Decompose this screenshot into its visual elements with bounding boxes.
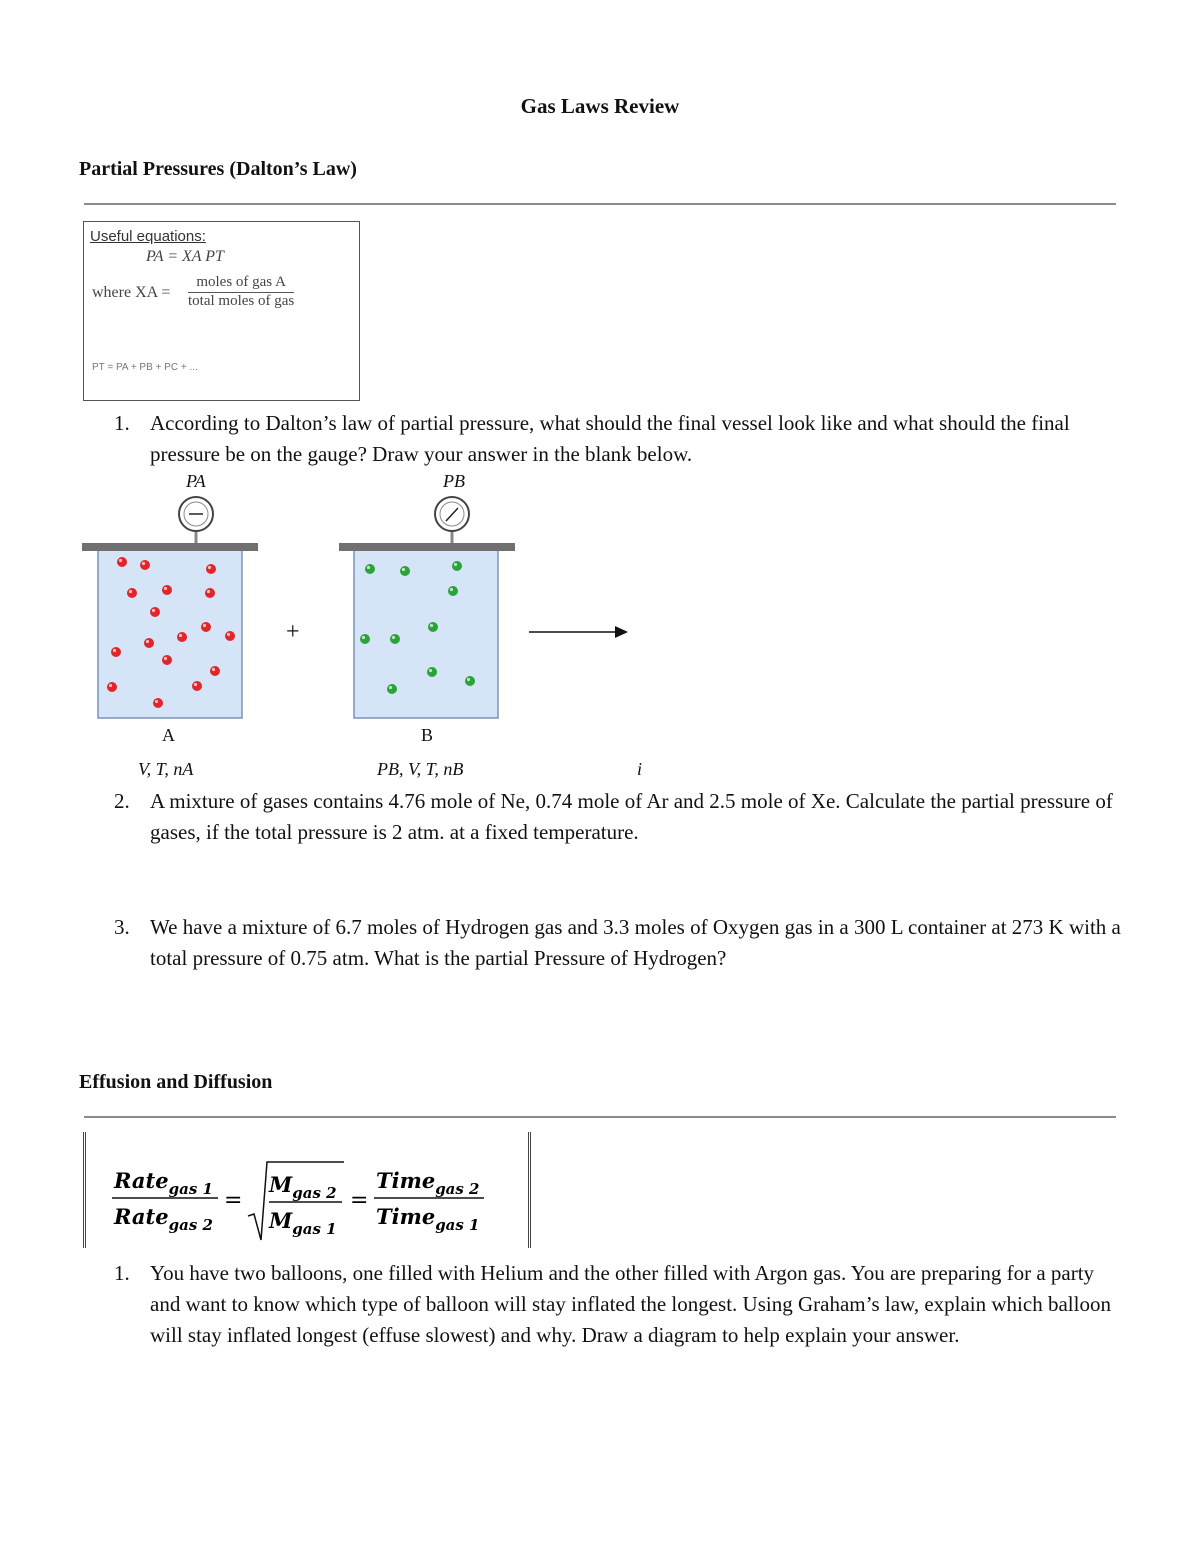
red-particle [140, 560, 150, 570]
stray-mark: i [637, 759, 643, 779]
grahams-law-box [83, 1132, 531, 1248]
green-particle-highlight [389, 686, 392, 689]
green-particle-highlight [450, 588, 453, 591]
green-particle-highlight [367, 566, 370, 569]
red-particle-highlight [129, 590, 132, 593]
molar-mass-gas1: $M_{gas 1}$ [269, 1208, 337, 1238]
time-gas2-numerator: Time$_{gas 2}$ [376, 1168, 480, 1198]
reaction-arrow [529, 626, 628, 638]
red-particle [117, 557, 127, 567]
fraction-denominator: total moles of gas [188, 293, 295, 309]
red-particle [150, 607, 160, 617]
red-particle-highlight [155, 700, 158, 703]
vessel-b-lid [339, 543, 515, 551]
vessel-a [82, 497, 258, 718]
question-2 [114, 786, 1124, 848]
question-text: We have a mixture of 6.7 moles of Hydrogen gas and 3.3 moles of Oxygen gas in a 300 L container at 273 K with a total pressure of 0.75 atm. What is the partial Pressure of Hydrogen? [150, 915, 1121, 970]
question-text: A mixture of gases contains 4.76 mole of Ne, 0.74 mole of Ar and 2.5 mole of Xe. Calculate the partial pressure of gases, if the total pressure is 2 atm. at a fixed temperature. [150, 789, 1113, 844]
red-particle-highlight [208, 566, 211, 569]
red-particle [162, 585, 172, 595]
green-particle [465, 676, 475, 686]
plus-sign: + [286, 619, 300, 645]
red-particle [162, 655, 172, 665]
vessel-b-body [354, 550, 498, 718]
green-particle-highlight [429, 669, 432, 672]
red-particle-highlight [194, 683, 197, 686]
gauge-b-label: PB [443, 471, 465, 491]
red-particle-highlight [113, 649, 116, 652]
red-particle-highlight [207, 590, 210, 593]
rate-gas2-denominator: Rate$_{gas 2}$ [114, 1204, 213, 1234]
green-particle [452, 561, 462, 571]
green-particle [427, 667, 437, 677]
effusion-question-1 [114, 1258, 1124, 1351]
fraction-numerator: moles of gas A [188, 274, 294, 293]
rate-gas1-numerator: Rate$_{gas 1}$ [114, 1168, 213, 1198]
mole-fraction-where: where XA = [92, 284, 171, 301]
green-particle-highlight [392, 636, 395, 639]
red-particle-highlight [146, 640, 149, 643]
green-particle [390, 634, 400, 644]
section-heading-daltons-law: Partial Pressures (Dalton’s Law) [79, 158, 357, 180]
red-particle-highlight [119, 559, 122, 562]
red-particle [206, 564, 216, 574]
red-particle [111, 647, 121, 657]
red-particle [210, 666, 220, 676]
red-particle [205, 588, 215, 598]
vessel-b [339, 497, 515, 718]
partial-pressure-equation: PA = XA PT [146, 248, 224, 265]
red-particle-highlight [164, 657, 167, 660]
red-particle [144, 638, 154, 648]
red-particle-highlight [203, 624, 206, 627]
equals-sign-2: = [350, 1188, 369, 1213]
red-particle [127, 588, 137, 598]
red-particle-highlight [109, 684, 112, 687]
section-divider [84, 1116, 1116, 1118]
green-particle-highlight [430, 624, 433, 627]
question-text: You have two balloons, one filled with Helium and the other filled with Argon gas. You are preparing for a party and want to know which type of balloon will stay inflated the longest. Using Graham’s law, explain which balloon will stay inflated longest (effuse slowest) and why. Draw a diagram to help explain your answer. [150, 1261, 1111, 1347]
equals-sign-1: = [224, 1188, 243, 1213]
question-number: 1. [114, 1261, 130, 1285]
red-particle [177, 632, 187, 642]
question-number: 1. [114, 411, 130, 435]
red-particle-highlight [212, 668, 215, 671]
arrow-head [615, 626, 628, 638]
page-title: Gas Laws Review [520, 94, 680, 118]
grahams-law-equation [86, 1132, 526, 1248]
red-particle [225, 631, 235, 641]
vessel-a-variables: V, T, nA [138, 759, 194, 779]
question-text: According to Dalton’s law of partial pressure, what should the final vessel look like and what should the final pressure be on the gauge? Draw your answer in the blank below. [150, 411, 1070, 466]
red-particle [153, 698, 163, 708]
molar-mass-gas2: $M_{gas 2}$ [269, 1172, 337, 1202]
red-particle-highlight [142, 562, 145, 565]
total-pressure-equation: PT = PA + PB + PC + ... [92, 362, 198, 373]
green-particle-highlight [402, 568, 405, 571]
green-particle [428, 622, 438, 632]
useful-equations-box [83, 221, 360, 401]
vessel-a-body [98, 550, 242, 718]
red-particle [192, 681, 202, 691]
green-particle [365, 564, 375, 574]
red-particle-highlight [179, 634, 182, 637]
question-number: 2. [114, 789, 130, 813]
green-particle [400, 566, 410, 576]
green-particle-highlight [454, 563, 457, 566]
question-number: 3. [114, 915, 130, 939]
time-gas1-denominator: Time$_{gas 1}$ [376, 1204, 480, 1234]
green-particle-highlight [467, 678, 470, 681]
green-particle [448, 586, 458, 596]
red-particle-highlight [164, 587, 167, 590]
green-particle-highlight [362, 636, 365, 639]
vessel-b-label: B [421, 725, 434, 745]
vessel-a-label: A [162, 725, 175, 745]
mole-fraction [188, 274, 294, 310]
red-particle-highlight [227, 633, 230, 636]
question-1 [114, 408, 1124, 470]
red-particle [201, 622, 211, 632]
question-3 [114, 912, 1124, 974]
green-particle [360, 634, 370, 644]
equations-label: Useful equations: [90, 228, 206, 245]
vessel-a-lid [82, 543, 258, 551]
dalton-vessels-diagram [70, 465, 650, 785]
gauge-a-label: PA [186, 471, 206, 491]
red-particle [107, 682, 117, 692]
red-particle-highlight [152, 609, 155, 612]
section-divider [84, 203, 1116, 205]
section-heading-effusion-diffusion: Effusion and Diffusion [79, 1071, 273, 1093]
vessel-b-variables: PB, V, T, nB [377, 759, 464, 779]
green-particle [387, 684, 397, 694]
